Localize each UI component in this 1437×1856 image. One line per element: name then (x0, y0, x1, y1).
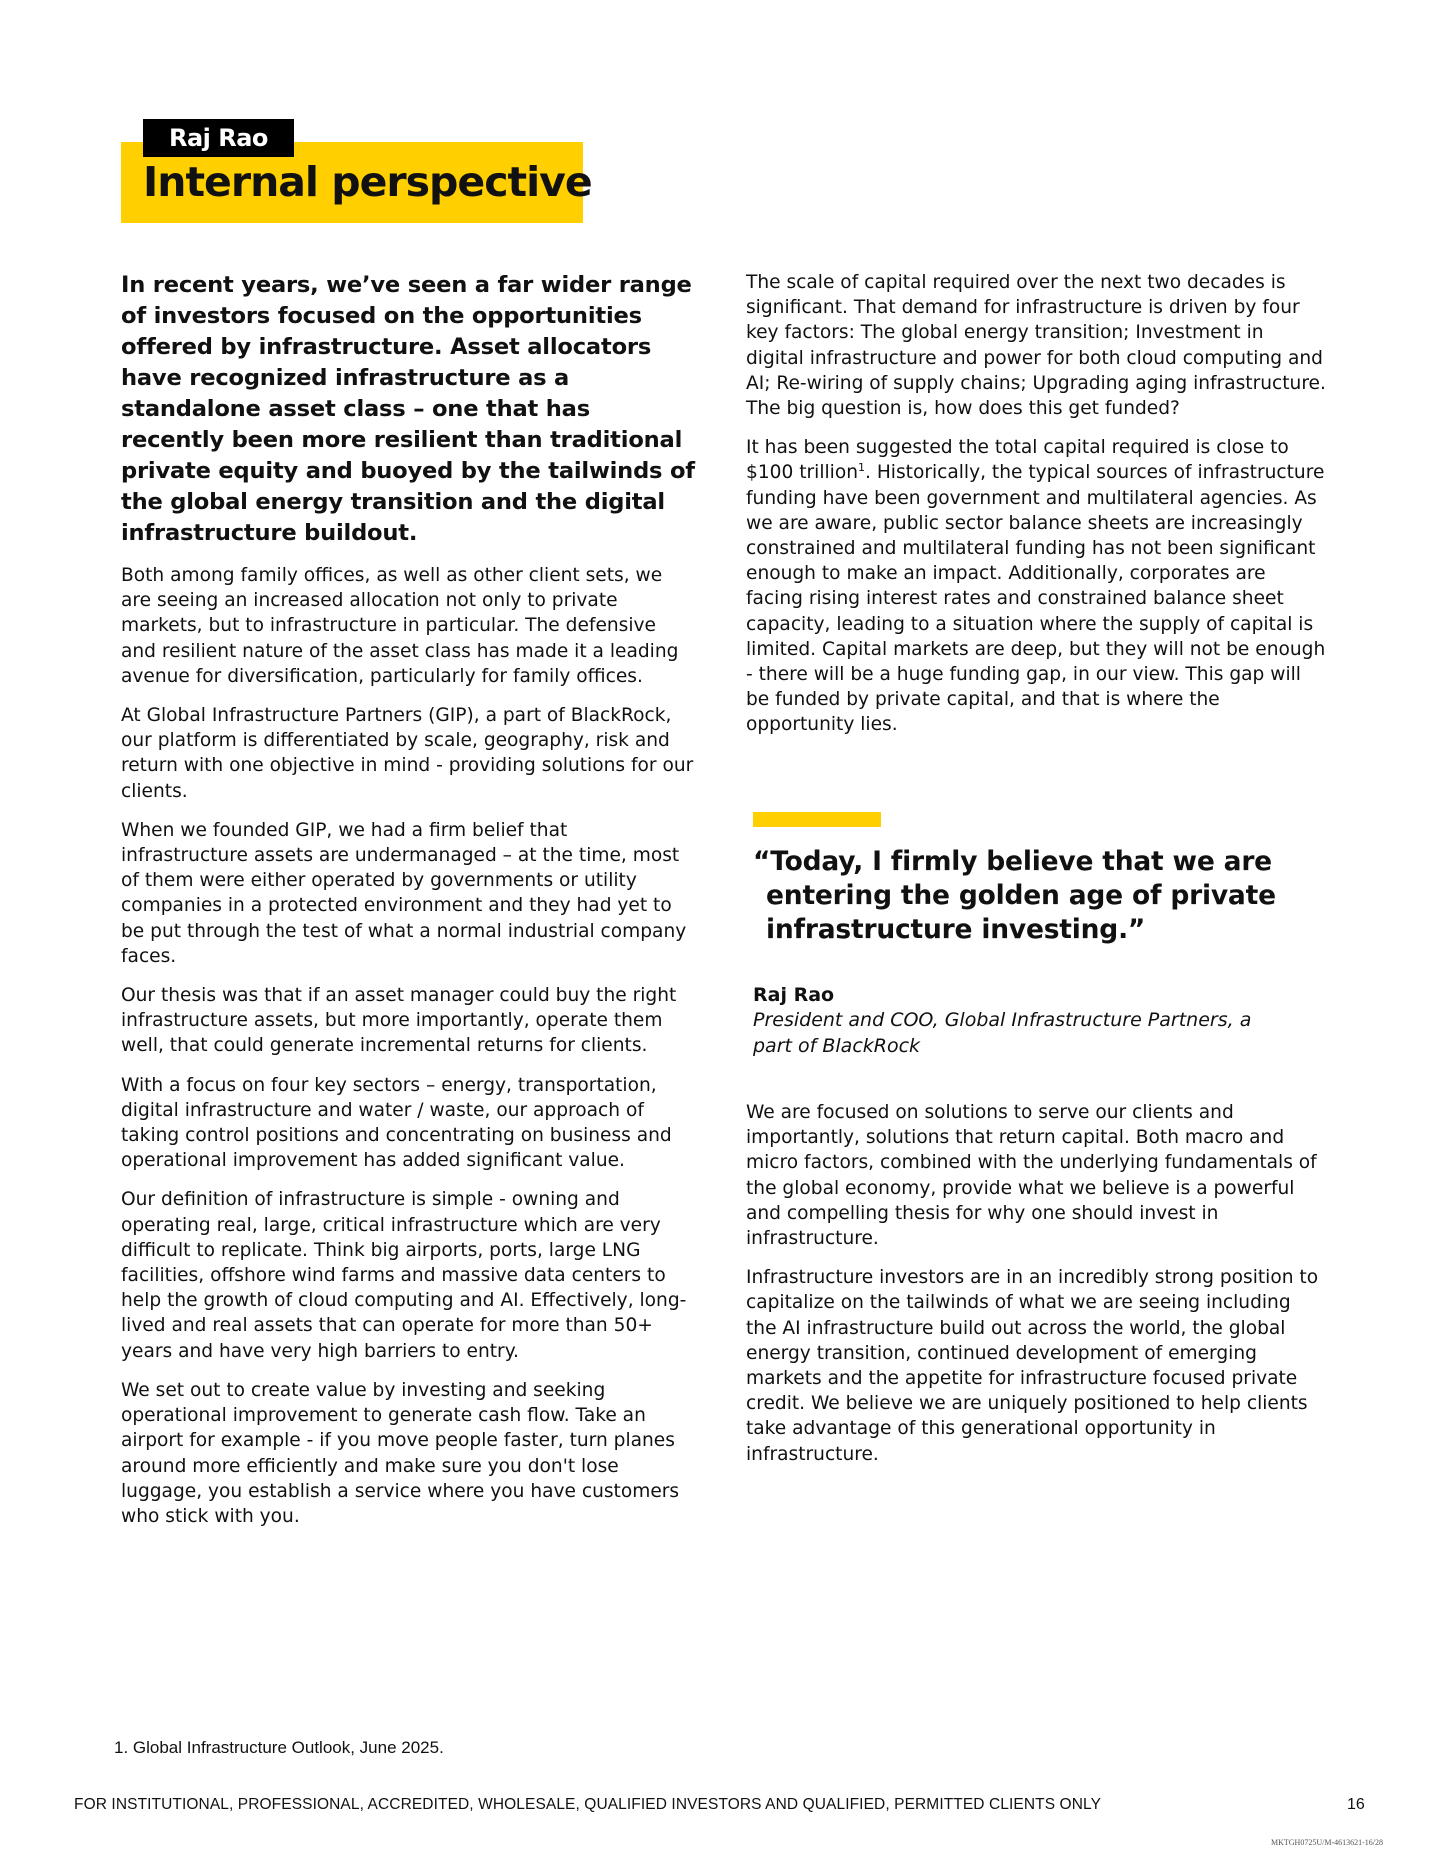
quote-attribution-role: President and COO, Global Infrastructure Partners, a part of BlackRock (753, 1009, 1252, 1057)
lead-paragraph: In recent years, we’ve seen a far wider range of investors focused on the opportunities offered by infrastructure. Asset allocators have recognized infrastructure as a standalone asset class – one that has recently been more resilient than traditional private equity and buoyed by the tailwinds of the global energy transition and the digital infrastructure buildout. (121, 272, 695, 546)
author-tag: Raj Rao (143, 119, 294, 157)
page-number: 16 (1347, 1796, 1365, 1813)
quote-line: entering the golden age of private (766, 880, 1276, 911)
disclaimer: FOR INSTITUTIONAL, PROFESSIONAL, ACCREDITED, WHOLESALE, QUALIFIED INVESTORS AND QUALIFIED, PERMITTED CLIENTS ONLY (74, 1796, 1102, 1813)
footnote: 1. Global Infrastructure Outlook, June 2025. (114, 1738, 444, 1757)
body-paragraph: At Global Infrastructure Partners (GIP), a part of BlackRock, our platform is differentiated by scale, geography, risk and return with one objective in mind - providing solutions for our clients. (121, 705, 694, 802)
reference-code: MKTGH0725U/M-4613621-16/28 (1271, 1838, 1383, 1847)
quote-attribution-name: Raj Rao (753, 984, 835, 1006)
body-paragraph: Our thesis was that if an asset manager could buy the right infrastructure assets, but more importantly, operate them well, that could generate incremental returns for clients. (121, 985, 677, 1057)
page-title: Internal perspective (143, 158, 592, 206)
footnote-ref[interactable]: 1 (858, 461, 865, 475)
pull-quote (753, 845, 1313, 947)
body-paragraph: Our definition of infrastructure is simple - owning and operating real, large, critical infrastructure which are very difficult to replicate. Think big airports, ports, large LNG facilities, offshore wind farms and massive data centers to help the growth of cloud computing and AI. Effectively, long-lived and real assets that can operate for more than 50+ years and have very high barriers to entry. (121, 1189, 687, 1362)
quote-accent-bar (753, 812, 881, 827)
body-paragraph: When we founded GIP, we had a firm belief that infrastructure assets are undermanaged – at the time, most of them were either operated by governments or utility companies in a protected environment and they had yet to be put through the test of what a normal industrial company faces. (121, 819, 687, 967)
body-paragraph: With a focus on four key sectors – energy, transportation, digital infrastructure and water / waste, our approach of taking control positions and concentrating on business and operational improvement has added significant value. (121, 1074, 672, 1172)
right-column-bottom (746, 1100, 1326, 1481)
body-paragraph-footnoted (746, 435, 1326, 737)
left-column (121, 270, 696, 1543)
quote-line: infrastructure investing.” (766, 914, 1146, 945)
body-paragraph: We set out to create value by investing and seeking operational improvement to generate cash flow. Take an airport for example - if you move people faster, turn planes around more efficiently and make sure you don't lose luggage, you establish a service where you have customers who stick with you. (121, 1379, 680, 1527)
body-paragraph: Infrastructure investors are in an incredibly strong position to capitalize on the tailwinds of what we are seeing including the AI infrastructure build out across the world, the global energy transition, continued development of emerging markets and the appetite for infrastructure focused private credit. We believe we are uniquely positioned to help clients take advantage of this generational opportunity in infrastructure. (746, 1267, 1319, 1465)
text-span: It has been suggested the total capital required is close to $100 trillion (746, 437, 1289, 484)
text-span: . Historically, the typical sources of infrastructure funding have been government and multilateral agencies. As we are aware, public sector balance sheets are increasingly constrained and multilateral funding has not been significant enough to make an impact. Additionally, corporates are facing rising interest rates and constrained balance sheet capacity, leading to a situation where the supply of capital is limited. Capital markets are deep, but they will not be enough - there will be a huge funding gap, in our view. This gap will be funded by private capital, and that is where the opportunity lies. (746, 462, 1326, 736)
body-paragraph: Both among family offices, as well as other client sets, we are seeing an increased allocation not only to private markets, but to infrastructure in particular. The defensive and resilient nature of the asset class has made it a leading avenue for diversification, particularly for family offices. (121, 565, 679, 687)
right-column-top (746, 270, 1326, 752)
quote-line: “Today, I firmly believe that we are (753, 846, 1272, 877)
body-paragraph: We are focused on solutions to serve our clients and importantly, solutions that return capital. Both macro and micro factors, combined with the underlying fundamentals of the global economy, provide what we believe is a powerful and compelling thesis for why one should invest in infrastructure. (746, 1102, 1317, 1250)
body-paragraph: The scale of capital required over the next two decades is significant. That demand for infrastructure is driven by four key factors: The global energy transition; Investment in digital infrastructure and power for both cloud computing and AI; Re-wiring of supply chains; Upgrading aging infrastructure. The big question is, how does this get funded? (746, 272, 1326, 420)
